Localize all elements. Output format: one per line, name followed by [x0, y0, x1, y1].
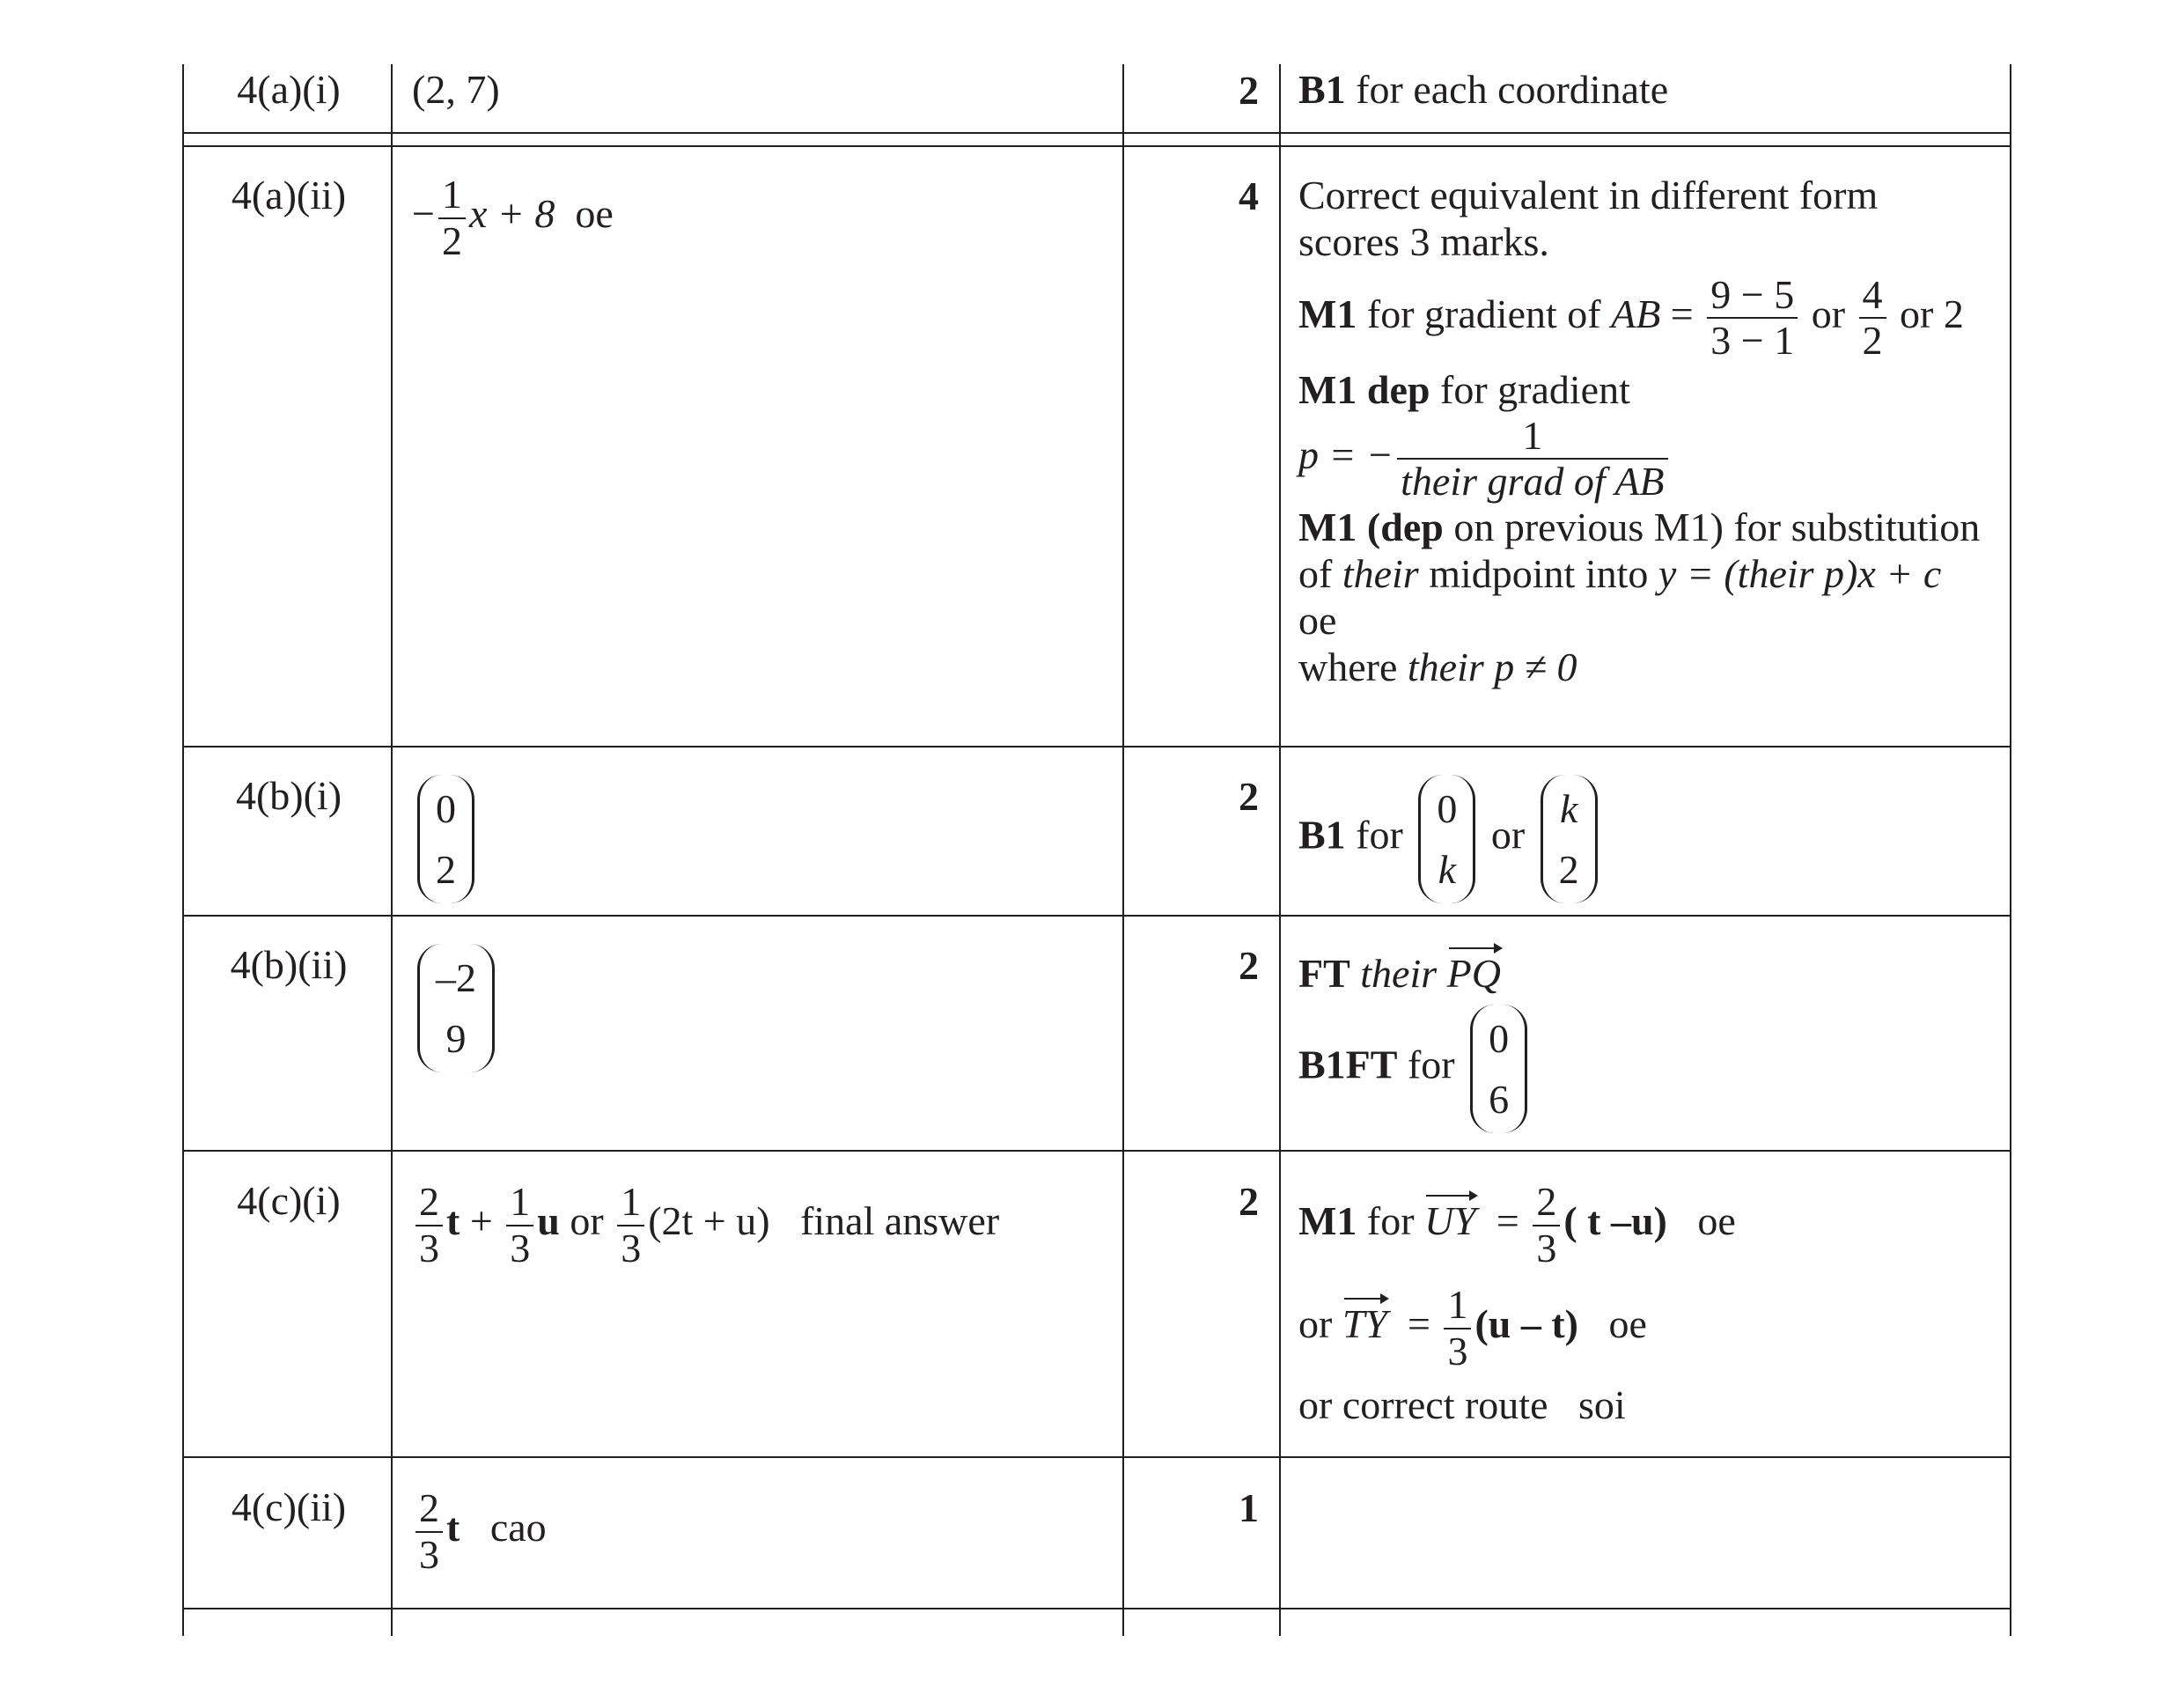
marks: 2: [1239, 1179, 1259, 1224]
answer: $\frac{2}{3}$ t + $\frac{1}{3}$ u or $\frac{1}{3}$ (2t + u) final answer: [412, 1180, 999, 1270]
fraction: $\frac{2}{3}$: [1533, 1180, 1560, 1270]
marks: 2: [1239, 774, 1259, 819]
question-number: 4(a)(ii): [231, 173, 347, 217]
row-divider: [182, 132, 2011, 134]
row-divider: [182, 1608, 2011, 1609]
question-number: 4(c)(i): [237, 1178, 341, 1223]
column-divider-3: [1279, 64, 1281, 1636]
row-divider: [182, 1150, 2011, 1152]
row-divider: [182, 746, 2011, 748]
vector-arrow: UY: [1424, 1198, 1476, 1244]
marks: 2: [1239, 68, 1259, 113]
column-vector: –2 9: [417, 944, 495, 1072]
marks: 4: [1239, 173, 1259, 218]
guidance: FT their PQ B1FT for 0 6: [1298, 951, 1533, 1133]
guidance: M1 for UY = $\frac{2}{3}$ ( t –u) oe or TY = $\frac{1}{3}$ (u – t) oe or correct route soi: [1298, 1179, 1736, 1428]
guidance: B1 for 0 k or k 2: [1298, 775, 1603, 903]
answer: [412, 944, 500, 1072]
row-divider: [182, 1456, 2011, 1458]
column-vector: k 2: [1541, 775, 1598, 903]
row-divider: [182, 915, 2011, 917]
column-divider-1: [391, 64, 393, 1636]
fraction: $\frac{1}{3}$: [617, 1180, 644, 1270]
vector-arrow: PQ: [1446, 951, 1501, 996]
column-vector: 0 k: [1418, 775, 1475, 903]
row-divider: [182, 145, 2011, 147]
column-vector: 0 2: [417, 775, 474, 903]
answer: (2, 7): [412, 67, 500, 112]
guidance: B1 for each coordinate: [1298, 67, 1669, 112]
fraction: $\frac{9 - 5}{3 - 1}$: [1707, 273, 1798, 364]
fraction: $\frac{1}{3}$: [1444, 1283, 1471, 1374]
column-vector: 0 6: [1470, 1005, 1527, 1133]
guidance: Correct equivalent in different form scores 3 marks. M1 for gradient of AB = $\frac{9 - 5}{3 - 1}$ or $\frac{4}{2}$ or 2 M1 dep for gradient p = − $\frac{1}{\text{their grad of AB}}$ M1 (dep on previous M1) for substitution of their midpoint into y = (their p)x + c oe where their p ≠ 0: [1298, 173, 1981, 689]
answer: − $\frac{1}{2}$ x + 8 oe: [412, 172, 614, 263]
answer: $\frac{2}{3}$ t cao: [412, 1486, 547, 1577]
fraction: $\frac{1}{3}$: [506, 1180, 533, 1270]
fraction: $\frac{4}{2}$: [1859, 273, 1886, 364]
fraction: $\frac{2}{3}$: [415, 1486, 443, 1577]
question-number: 4(b)(i): [235, 773, 342, 818]
vector-arrow: TY: [1342, 1301, 1387, 1347]
column-divider-2: [1122, 64, 1124, 1636]
fraction: $\frac{2}{3}$: [415, 1180, 443, 1270]
table-border-left: [182, 64, 184, 1636]
marks: 2: [1239, 943, 1259, 988]
marks: 1: [1239, 1485, 1259, 1530]
question-number: 4(c)(ii): [231, 1484, 347, 1529]
fraction: $\frac{1}{2}$: [438, 173, 466, 263]
fraction: $\frac{1}{\text{their grad of AB}}$: [1397, 414, 1667, 505]
table-border-right: [2010, 64, 2011, 1636]
question-number: 4(b)(ii): [230, 942, 348, 987]
answer: [412, 775, 480, 903]
question-number: 4(a)(i): [237, 67, 341, 112]
